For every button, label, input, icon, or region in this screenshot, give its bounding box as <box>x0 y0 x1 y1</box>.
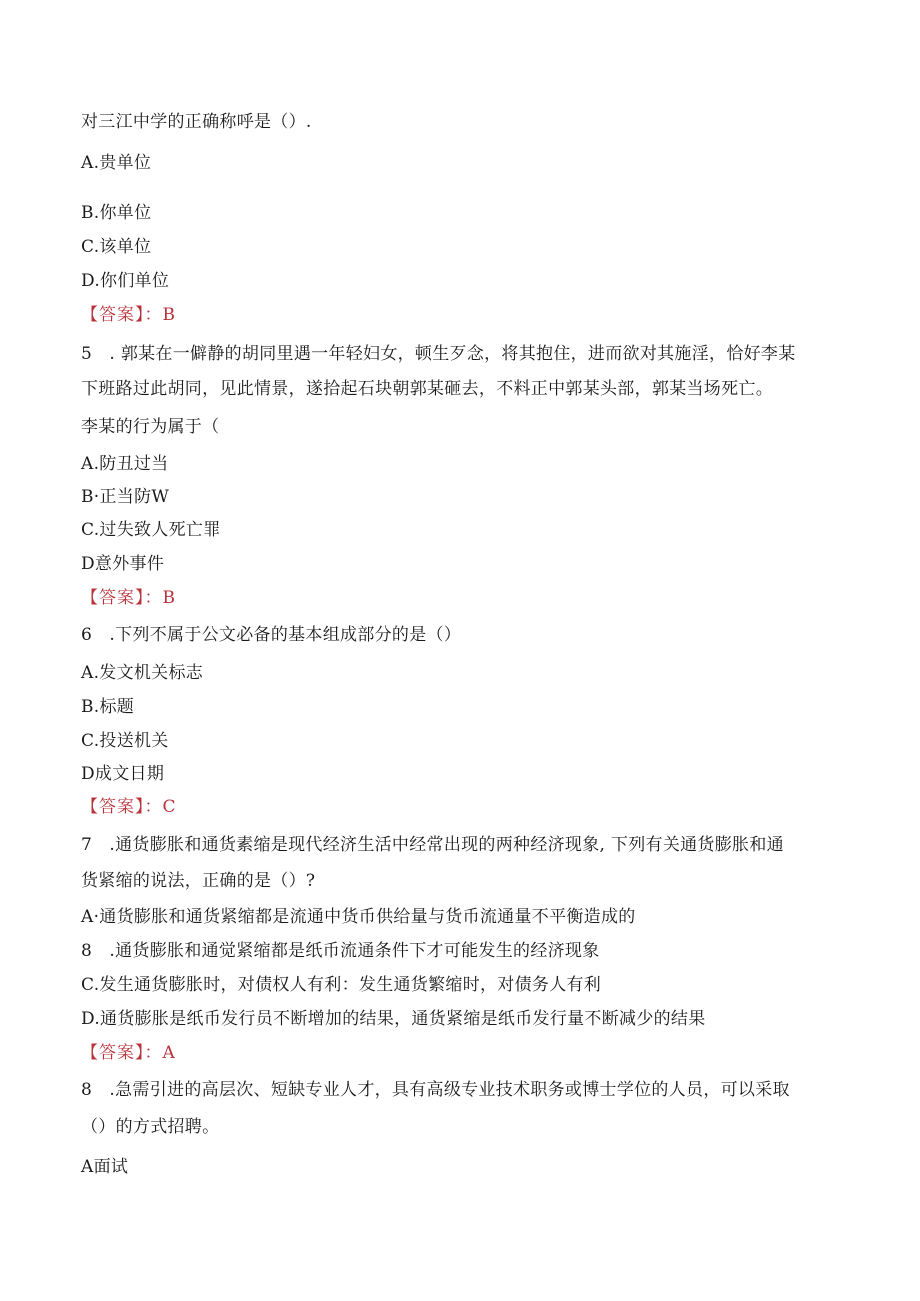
q8-stem-line-2: （）的方式招聘。 <box>81 1117 220 1137</box>
q7-stem-line-1: 7 .通货膨胀和通货素缩是现代经济生活中经常出现的两种经济现象, 下列有关通货膨胀和通 <box>81 835 784 855</box>
q5-stem-line-2: 下班路过此胡同，见此情景，遂拾起石块朝郭某砸去，不料正中郭某头部，郭某当场死亡。 <box>81 379 773 399</box>
q4-option-a: A.贵单位 <box>81 153 152 173</box>
q7-answer: 【答案】：A <box>81 1043 176 1063</box>
q5-stem-line-1: 5 . 郭某在一僻静的胡同里遇一年轻妇女，顿生歹念，将其抱住，进而欲对其施淫，恰好李某 <box>81 344 796 364</box>
q4-answer: 【答案】：B <box>81 305 176 325</box>
q4-option-d: D.你们单位 <box>81 271 170 291</box>
q8-stem-line-1: 8 .急需引进的高层次、短缺专业人才，具有高级专业技术职务或博士学位的人员，可以采取 <box>81 1080 790 1100</box>
q4-stem: 对三江中学的正确称呼是（）. <box>81 112 312 132</box>
q8-option-a: A面试 <box>81 1157 129 1177</box>
q5-option-a: A.防丑过当 <box>81 454 169 474</box>
q6-option-a: A.发文机关标志 <box>81 663 204 683</box>
q6-answer: 【答案】：C <box>81 797 177 817</box>
q5-answer: 【答案】：B <box>81 588 176 608</box>
q5-stem-line-3: 李某的行为属于（ <box>81 417 220 437</box>
q4-option-b: B.你单位 <box>81 203 152 223</box>
q6-option-d: D成文日期 <box>81 764 165 784</box>
q6-stem: 6 .下列不属于公文必备的基本组成部分的是（） <box>81 625 462 645</box>
q7-option-d: D.通货膨胀是纸币发行员不断增加的结果，通货紧缩是纸币发行量不断减少的结果 <box>81 1009 706 1029</box>
q7-option-a: A·通货膨胀和通货紧缩都是流通中货币供给量与货币流通量不平衡造成的 <box>81 907 636 927</box>
q5-option-c: C.过失致人死亡罪 <box>81 520 221 540</box>
q7-stem-line-2: 货紧缩的说法，正确的是（）? <box>81 871 316 891</box>
q7-option-c: C.发生通货膨胀时，对债权人有利：发生通货繁缩时，对债务人有利 <box>81 975 602 995</box>
q6-option-b: B.标题 <box>81 697 135 717</box>
q4-option-c: C.该单位 <box>81 237 152 257</box>
q5-option-b: B·正当防W <box>81 487 170 507</box>
q5-option-d: D意外事件 <box>81 554 165 574</box>
q6-option-c: C.投送机关 <box>81 731 169 751</box>
q7-option-b: 8 .通货膨胀和通觉紧缩都是纸币流通条件下才可能发生的经济现象 <box>81 941 600 961</box>
